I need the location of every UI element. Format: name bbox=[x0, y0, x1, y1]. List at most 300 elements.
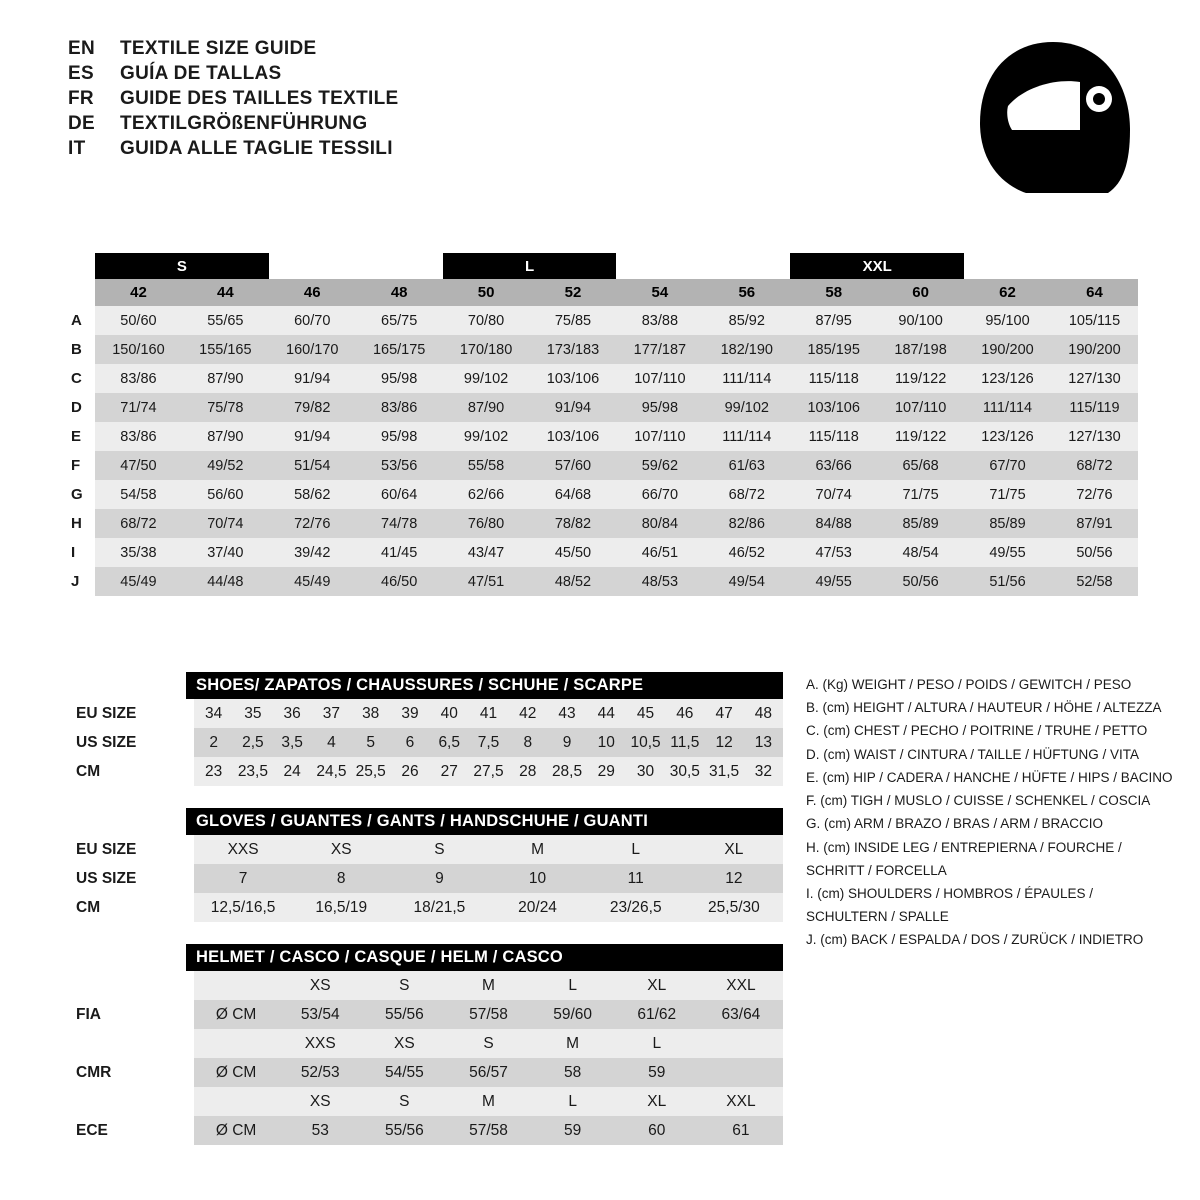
measurement-cell: 54/58 bbox=[95, 480, 182, 509]
table-row bbox=[63, 364, 1138, 393]
value-cell: 10 bbox=[587, 728, 626, 757]
legend-line: A. (Kg) WEIGHT / PESO / POIDS / GEWITCH / PESO bbox=[806, 677, 1132, 692]
measurement-cell: 107/110 bbox=[616, 422, 703, 451]
table-row bbox=[68, 757, 783, 786]
value-cell: 61/62 bbox=[615, 1000, 699, 1029]
value-cell: 30 bbox=[626, 757, 665, 786]
table-row bbox=[68, 835, 783, 864]
gloves-table bbox=[68, 835, 783, 922]
row-label: US SIZE bbox=[68, 728, 194, 757]
value-cell: 39 bbox=[390, 699, 429, 728]
value-cell: 34 bbox=[194, 699, 233, 728]
measurement-cell: 127/130 bbox=[1051, 422, 1138, 451]
value-cell: 2 bbox=[194, 728, 233, 757]
measurement-row-label: I bbox=[63, 538, 95, 567]
sub-tables bbox=[68, 672, 783, 1145]
value-cell: 32 bbox=[744, 757, 783, 786]
title-row bbox=[68, 38, 688, 60]
measurement-cell: 71/75 bbox=[877, 480, 964, 509]
value-cell: 12 bbox=[685, 864, 783, 893]
measurement-cell: 47/53 bbox=[790, 538, 877, 567]
size-group-header: XL bbox=[616, 253, 790, 279]
measurement-cell: 87/90 bbox=[443, 393, 530, 422]
measurement-cell: 60/70 bbox=[269, 306, 356, 335]
measurement-cell: 99/102 bbox=[443, 364, 530, 393]
row-label-spacer bbox=[68, 1087, 194, 1116]
measurement-cell: 160/170 bbox=[269, 335, 356, 364]
measurement-cell: 95/98 bbox=[356, 422, 443, 451]
measurement-row-label: E bbox=[63, 422, 95, 451]
row-label: EU SIZE bbox=[68, 699, 194, 728]
measurement-row-label: C bbox=[63, 364, 95, 393]
row-label: EU SIZE bbox=[68, 835, 194, 864]
table-row bbox=[63, 335, 1138, 364]
measurement-row-label: H bbox=[63, 509, 95, 538]
row-label-spacer bbox=[68, 971, 194, 1000]
helmet-size-header: M bbox=[446, 1087, 530, 1116]
helmet-size-header: M bbox=[531, 1029, 615, 1058]
measurement-cell: 70/80 bbox=[443, 306, 530, 335]
value-cell: 28,5 bbox=[547, 757, 586, 786]
measurement-cell: 99/102 bbox=[443, 422, 530, 451]
value-cell: 6 bbox=[390, 728, 429, 757]
row-label: CM bbox=[68, 757, 194, 786]
value-cell: 44 bbox=[587, 699, 626, 728]
value-cell: 27,5 bbox=[469, 757, 508, 786]
title-row bbox=[68, 138, 688, 160]
measurement-cell: 105/115 bbox=[1051, 306, 1138, 335]
measurement-cell: 82/86 bbox=[703, 509, 790, 538]
helmet-size-header: XL bbox=[615, 971, 699, 1000]
legend-line: G. (cm) ARM / BRAZO / BRAS / ARM / BRACCIO bbox=[806, 816, 1104, 832]
value-cell: XS bbox=[292, 835, 390, 864]
measurement-cell: 90/100 bbox=[877, 306, 964, 335]
measurement-cell: 87/91 bbox=[1051, 509, 1138, 538]
measurement-cell: 46/51 bbox=[616, 538, 703, 567]
measurement-legend bbox=[806, 673, 1186, 952]
value-cell: 6,5 bbox=[430, 728, 469, 757]
value-cell: 7,5 bbox=[469, 728, 508, 757]
value-cell: 59 bbox=[531, 1116, 615, 1145]
title-text: TEXTILE SIZE GUIDE bbox=[120, 38, 317, 59]
value-cell: 59 bbox=[615, 1058, 699, 1087]
measurement-cell: 119/122 bbox=[877, 422, 964, 451]
value-cell: 43 bbox=[547, 699, 586, 728]
measurement-cell: 91/94 bbox=[269, 364, 356, 393]
value-cell: XL bbox=[685, 835, 783, 864]
value-cell: 30,5 bbox=[665, 757, 704, 786]
title-row bbox=[68, 88, 688, 110]
value-cell: 59/60 bbox=[531, 1000, 615, 1029]
textile-size-table bbox=[63, 253, 1138, 596]
measurement-cell: 61/63 bbox=[703, 451, 790, 480]
value-cell: 18/21,5 bbox=[390, 893, 488, 922]
measurement-cell: 46/52 bbox=[703, 538, 790, 567]
measurement-cell: 64/68 bbox=[530, 480, 617, 509]
measurement-cell: 50/56 bbox=[877, 567, 964, 596]
measurement-cell: 127/130 bbox=[1051, 364, 1138, 393]
value-cell: 37 bbox=[312, 699, 351, 728]
legend-line: SCHULTERN / SPALLE bbox=[806, 909, 949, 925]
helmet-standard-label: CMR bbox=[68, 1058, 194, 1087]
size-group-header-row bbox=[63, 253, 1138, 279]
measurement-cell: 46/50 bbox=[356, 567, 443, 596]
measurement-cell: 87/90 bbox=[182, 422, 269, 451]
helmet-value-row bbox=[68, 1116, 783, 1145]
measurement-cell: 57/60 bbox=[530, 451, 617, 480]
size-number-header: 58 bbox=[790, 279, 877, 306]
value-cell: M bbox=[488, 835, 586, 864]
row-label: US SIZE bbox=[68, 864, 194, 893]
shoes-title: SHOES/ ZAPATOS / CHAUSSURES / SCHUHE / SCARPE bbox=[186, 672, 783, 699]
measurement-cell: 75/78 bbox=[182, 393, 269, 422]
measurement-row-label: F bbox=[63, 451, 95, 480]
helmet-standard-label: FIA bbox=[68, 1000, 194, 1029]
title-row bbox=[68, 63, 688, 85]
measurement-cell: 48/52 bbox=[530, 567, 617, 596]
value-cell: 11,5 bbox=[665, 728, 704, 757]
unit-spacer bbox=[194, 1087, 278, 1116]
size-number-header: 48 bbox=[356, 279, 443, 306]
size-group-header: S bbox=[95, 253, 269, 279]
measurement-cell: 53/56 bbox=[356, 451, 443, 480]
value-cell: 48 bbox=[744, 699, 783, 728]
measurement-cell: 51/56 bbox=[964, 567, 1051, 596]
measurement-cell: 111/114 bbox=[703, 364, 790, 393]
measurement-cell: 68/72 bbox=[703, 480, 790, 509]
measurement-cell: 182/190 bbox=[703, 335, 790, 364]
value-cell: 11 bbox=[587, 864, 685, 893]
measurement-cell: 62/66 bbox=[443, 480, 530, 509]
measurement-cell: 68/72 bbox=[1051, 451, 1138, 480]
table-row bbox=[68, 893, 783, 922]
value-cell: 47 bbox=[704, 699, 743, 728]
measurement-cell: 190/200 bbox=[964, 335, 1051, 364]
racing-helmet-icon bbox=[968, 38, 1138, 203]
value-cell: 31,5 bbox=[704, 757, 743, 786]
helmet-size-header: S bbox=[446, 1029, 530, 1058]
helmet-size-row bbox=[68, 1029, 783, 1058]
value-cell: 61 bbox=[699, 1116, 783, 1145]
measurement-cell: 63/66 bbox=[790, 451, 877, 480]
measurement-cell: 95/98 bbox=[616, 393, 703, 422]
value-cell: 16,5/19 bbox=[292, 893, 390, 922]
measurement-cell: 170/180 bbox=[443, 335, 530, 364]
helmet-size-header: XL bbox=[615, 1087, 699, 1116]
measurement-cell: 177/187 bbox=[616, 335, 703, 364]
measurement-cell: 95/100 bbox=[964, 306, 1051, 335]
value-cell: XXS bbox=[194, 835, 292, 864]
helmet-value-row bbox=[68, 1000, 783, 1029]
measurement-cell: 173/183 bbox=[530, 335, 617, 364]
value-cell: 4 bbox=[312, 728, 351, 757]
measurement-cell: 187/198 bbox=[877, 335, 964, 364]
value-cell: 9 bbox=[547, 728, 586, 757]
value-cell: 40 bbox=[430, 699, 469, 728]
value-cell: 26 bbox=[390, 757, 429, 786]
measurement-cell: 83/88 bbox=[616, 306, 703, 335]
helmet-unit: Ø CM bbox=[194, 1058, 278, 1087]
measurement-cell: 55/58 bbox=[443, 451, 530, 480]
helmet-size-header: L bbox=[531, 1087, 615, 1116]
measurement-cell: 70/74 bbox=[790, 480, 877, 509]
measurement-cell: 103/106 bbox=[530, 422, 617, 451]
value-cell: 27 bbox=[430, 757, 469, 786]
row-label-spacer bbox=[68, 1029, 194, 1058]
value-cell: 20/24 bbox=[488, 893, 586, 922]
value-cell: 29 bbox=[587, 757, 626, 786]
value-cell: 5 bbox=[351, 728, 390, 757]
measurement-cell: 95/98 bbox=[356, 364, 443, 393]
table-row bbox=[63, 480, 1138, 509]
value-cell: 35 bbox=[233, 699, 272, 728]
shoes-table bbox=[68, 699, 783, 786]
measurement-row-label: A bbox=[63, 306, 95, 335]
title-text: GUÍA DE TALLAS bbox=[120, 63, 282, 84]
value-cell: 58 bbox=[531, 1058, 615, 1087]
value-cell: 46 bbox=[665, 699, 704, 728]
measurement-cell: 87/95 bbox=[790, 306, 877, 335]
measurement-cell: 185/195 bbox=[790, 335, 877, 364]
value-cell: 54/55 bbox=[362, 1058, 446, 1087]
measurement-cell: 150/160 bbox=[95, 335, 182, 364]
measurement-cell: 66/70 bbox=[616, 480, 703, 509]
measurement-cell: 107/110 bbox=[877, 393, 964, 422]
table-row bbox=[63, 306, 1138, 335]
measurement-cell: 41/45 bbox=[356, 538, 443, 567]
title-row bbox=[68, 113, 688, 135]
title-language-code: DE bbox=[68, 113, 95, 134]
measurement-cell: 84/88 bbox=[790, 509, 877, 538]
value-cell: 25,5 bbox=[351, 757, 390, 786]
helmet-size-header: S bbox=[362, 971, 446, 1000]
value-cell: 52/53 bbox=[278, 1058, 362, 1087]
size-number-header: 52 bbox=[530, 279, 617, 306]
measurement-rows bbox=[63, 306, 1138, 596]
row-label-spacer bbox=[63, 279, 95, 306]
measurement-cell: 115/119 bbox=[1051, 393, 1138, 422]
title-text: TEXTILGRÖßENFÜHRUNG bbox=[120, 113, 368, 134]
measurement-cell: 52/58 bbox=[1051, 567, 1138, 596]
title-language-code: EN bbox=[68, 38, 95, 59]
measurement-cell: 55/65 bbox=[182, 306, 269, 335]
value-cell: 2,5 bbox=[233, 728, 272, 757]
helmet-unit: Ø CM bbox=[194, 1000, 278, 1029]
helmet-size-header: XXL bbox=[699, 971, 783, 1000]
measurement-row-label: D bbox=[63, 393, 95, 422]
value-cell: 10,5 bbox=[626, 728, 665, 757]
measurement-cell: 85/89 bbox=[964, 509, 1051, 538]
measurement-cell: 99/102 bbox=[703, 393, 790, 422]
measurement-cell: 85/92 bbox=[703, 306, 790, 335]
value-cell: 7 bbox=[194, 864, 292, 893]
gloves-title: GLOVES / GUANTES / GANTS / HANDSCHUHE / GUANTI bbox=[186, 808, 783, 835]
measurement-cell: 79/82 bbox=[269, 393, 356, 422]
measurement-cell: 68/72 bbox=[95, 509, 182, 538]
size-number-header: 50 bbox=[443, 279, 530, 306]
measurement-cell: 80/84 bbox=[616, 509, 703, 538]
measurement-cell: 47/50 bbox=[95, 451, 182, 480]
table-row bbox=[63, 393, 1138, 422]
value-cell: 60 bbox=[615, 1116, 699, 1145]
legend-line: B. (cm) HEIGHT / ALTURA / HAUTEUR / HÖHE / ALTEZZA bbox=[806, 700, 1162, 716]
value-cell: 3,5 bbox=[273, 728, 312, 757]
measurement-cell: 49/54 bbox=[703, 567, 790, 596]
value-cell: 42 bbox=[508, 699, 547, 728]
value-cell: 55/56 bbox=[362, 1000, 446, 1029]
value-cell: 24 bbox=[273, 757, 312, 786]
measurement-cell: 83/86 bbox=[95, 364, 182, 393]
title-language-code: ES bbox=[68, 63, 94, 84]
size-group-header: XXL bbox=[790, 253, 964, 279]
legend-line: J. (cm) BACK / ESPALDA / DOS / ZURÜCK / INDIETRO bbox=[806, 932, 1144, 948]
value-cell: S bbox=[390, 835, 488, 864]
size-number-header: 64 bbox=[1051, 279, 1138, 306]
value-cell: 56/57 bbox=[446, 1058, 530, 1087]
value-cell: 10 bbox=[488, 864, 586, 893]
measurement-cell: 35/38 bbox=[95, 538, 182, 567]
helmet-size-header: L bbox=[615, 1029, 699, 1058]
title-language-code: FR bbox=[68, 88, 94, 109]
size-group-header: L bbox=[443, 253, 617, 279]
value-cell: 57/58 bbox=[446, 1000, 530, 1029]
measurement-cell: 75/85 bbox=[530, 306, 617, 335]
value-cell: 53/54 bbox=[278, 1000, 362, 1029]
helmet-size-header: XS bbox=[278, 971, 362, 1000]
title-block bbox=[68, 38, 688, 163]
value-cell: 41 bbox=[469, 699, 508, 728]
size-group-header: M bbox=[269, 253, 443, 279]
measurement-cell: 50/56 bbox=[1051, 538, 1138, 567]
measurement-cell: 119/122 bbox=[877, 364, 964, 393]
measurement-cell: 83/86 bbox=[356, 393, 443, 422]
helmet-size-header: XS bbox=[362, 1029, 446, 1058]
helmet-title: HELMET / CASCO / CASQUE / HELM / CASCO bbox=[186, 944, 783, 971]
measurement-cell: 115/118 bbox=[790, 422, 877, 451]
legend-line: F. (cm) TIGH / MUSLO / CUISSE / SCHENKEL / COSCIA bbox=[806, 793, 1151, 809]
measurement-cell: 72/76 bbox=[1051, 480, 1138, 509]
measurement-cell: 87/90 bbox=[182, 364, 269, 393]
unit-spacer bbox=[194, 1029, 278, 1058]
value-cell: 24,5 bbox=[312, 757, 351, 786]
size-number-header: 56 bbox=[703, 279, 790, 306]
legend-line: D. (cm) WAIST / CINTURA / TAILLE / HÜFTUNG / VITA bbox=[806, 746, 1140, 762]
helmet-size-header: L bbox=[531, 971, 615, 1000]
value-cell: 63/64 bbox=[699, 1000, 783, 1029]
value-cell: L bbox=[587, 835, 685, 864]
measurement-cell: 45/49 bbox=[95, 567, 182, 596]
title-language-code: IT bbox=[68, 138, 86, 159]
helmet-value-row bbox=[68, 1058, 783, 1087]
measurement-cell: 85/89 bbox=[877, 509, 964, 538]
measurement-cell: 67/70 bbox=[964, 451, 1051, 480]
measurement-cell: 50/60 bbox=[95, 306, 182, 335]
helmet-size-row bbox=[68, 1087, 783, 1116]
measurement-cell: 91/94 bbox=[530, 393, 617, 422]
measurement-cell: 91/94 bbox=[269, 422, 356, 451]
table-row bbox=[68, 728, 783, 757]
table-row bbox=[63, 567, 1138, 596]
legend-line: E. (cm) HIP / CADERA / HANCHE / HÜFTE / HIPS / BACINO bbox=[806, 769, 1173, 785]
measurement-row-label: G bbox=[63, 480, 95, 509]
measurement-cell: 49/52 bbox=[182, 451, 269, 480]
measurement-cell: 65/75 bbox=[356, 306, 443, 335]
legend-line: H. (cm) INSIDE LEG / ENTREPIERNA / FOURCHE / bbox=[806, 839, 1122, 855]
measurement-cell: 71/75 bbox=[964, 480, 1051, 509]
measurement-cell: 78/82 bbox=[530, 509, 617, 538]
helmet-standard-label: ECE bbox=[68, 1116, 194, 1145]
title-text: GUIDA ALLE TAGLIE TESSILI bbox=[120, 138, 393, 159]
measurement-cell: 123/126 bbox=[964, 364, 1051, 393]
value-cell: 23,5 bbox=[233, 757, 272, 786]
size-number-header: 62 bbox=[964, 279, 1051, 306]
measurement-cell: 103/106 bbox=[530, 364, 617, 393]
value-cell: 13 bbox=[744, 728, 783, 757]
measurement-cell: 83/86 bbox=[95, 422, 182, 451]
measurement-row-label: J bbox=[63, 567, 95, 596]
measurement-cell: 48/54 bbox=[877, 538, 964, 567]
value-cell: 8 bbox=[292, 864, 390, 893]
measurement-cell: 165/175 bbox=[356, 335, 443, 364]
measurement-cell: 103/106 bbox=[790, 393, 877, 422]
value-cell: 12,5/16,5 bbox=[194, 893, 292, 922]
helmet-size-header: XXS bbox=[278, 1029, 362, 1058]
measurement-cell: 45/50 bbox=[530, 538, 617, 567]
size-number-header: 46 bbox=[269, 279, 356, 306]
measurement-row-label: B bbox=[63, 335, 95, 364]
size-number-header: 54 bbox=[616, 279, 703, 306]
measurement-cell: 155/165 bbox=[182, 335, 269, 364]
legend-line: SCHRITT / FORCELLA bbox=[806, 862, 947, 878]
value-cell: 9 bbox=[390, 864, 488, 893]
value-cell: 12 bbox=[704, 728, 743, 757]
table-row bbox=[63, 538, 1138, 567]
helmet-size-header bbox=[699, 1029, 783, 1058]
helmet-size-header: XS bbox=[278, 1087, 362, 1116]
measurement-cell: 76/80 bbox=[443, 509, 530, 538]
measurement-cell: 37/40 bbox=[182, 538, 269, 567]
value-cell: 53 bbox=[278, 1116, 362, 1145]
value-cell: 36 bbox=[273, 699, 312, 728]
table-row bbox=[68, 699, 783, 728]
table-row bbox=[63, 509, 1138, 538]
helmet-size-header: XXL bbox=[699, 1087, 783, 1116]
row-label: CM bbox=[68, 893, 194, 922]
title-text: GUIDE DES TAILLES TEXTILE bbox=[120, 88, 399, 109]
helmet-size-row bbox=[68, 971, 783, 1000]
size-group-header bbox=[964, 253, 1051, 279]
measurement-cell: 51/54 bbox=[269, 451, 356, 480]
measurement-cell: 71/74 bbox=[95, 393, 182, 422]
measurement-cell: 59/62 bbox=[616, 451, 703, 480]
measurement-cell: 49/55 bbox=[790, 567, 877, 596]
measurement-cell: 70/74 bbox=[182, 509, 269, 538]
table-row bbox=[68, 864, 783, 893]
measurement-cell: 190/200 bbox=[1051, 335, 1138, 364]
measurement-cell: 123/126 bbox=[964, 422, 1051, 451]
measurement-cell: 74/78 bbox=[356, 509, 443, 538]
measurement-cell: 47/51 bbox=[443, 567, 530, 596]
helmet-table bbox=[68, 971, 783, 1145]
unit-spacer bbox=[194, 971, 278, 1000]
value-cell: 55/56 bbox=[362, 1116, 446, 1145]
measurement-cell: 111/114 bbox=[964, 393, 1051, 422]
measurement-cell: 72/76 bbox=[269, 509, 356, 538]
table-row bbox=[63, 451, 1138, 480]
size-number-header: 60 bbox=[877, 279, 964, 306]
value-cell: 45 bbox=[626, 699, 665, 728]
table-row bbox=[63, 422, 1138, 451]
